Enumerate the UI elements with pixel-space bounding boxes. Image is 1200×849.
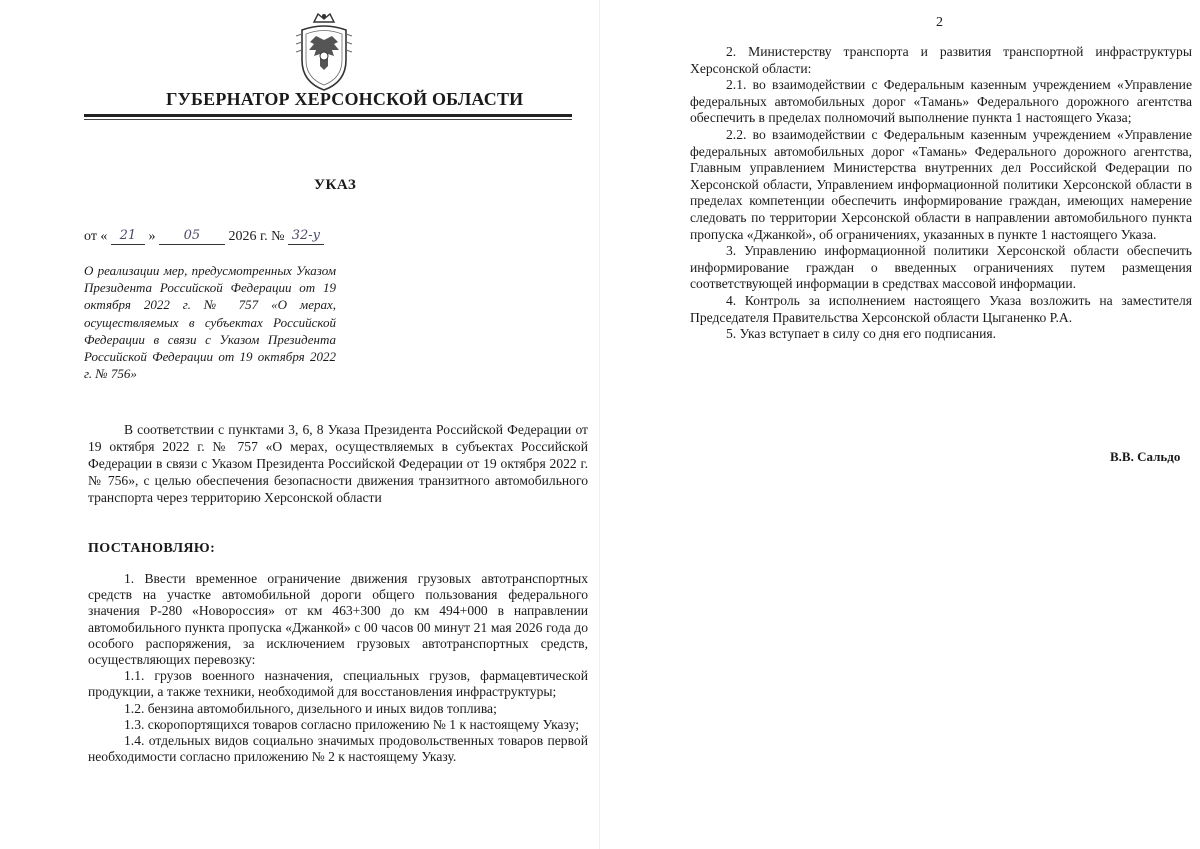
decree-number-handwritten: 32-у [288,228,324,245]
paragraph-4: 4. Контроль за исполнением настоящего Указа возложить на заместителя Председателя Правительства Херсонской области Цыганенко Р.А. [690,292,1192,325]
document-page-2 [600,0,1200,849]
date-year-number-label: 2026 г. № [228,229,285,244]
header-rule-thick [84,114,572,117]
governor-header-title: ГУБЕРНАТОР ХЕРСОНСКОЙ ОБЛАСТИ [166,89,524,109]
paragraph-1: 1. Ввести временное ограничение движения грузовых автотранспортных средств на участке автомобильной дороги общего пользования федерального значения Р-280 «Новороссия» от км 463+300 до км 494+000 в направлении автомобильного пункта пропуска «Джанкой» с 00 часов 00 минут 21 мая 2026 года до особого распоряжения, за исключением грузовых автотранспортных средств, осуществляющих перевозку: [88,571,588,668]
paragraph-3: 3. Управлению информационной политики Херсонской области обеспечить информирование граждан о введенных ограничениях путем размещения соответствующей информации в средствах массовой информации. [690,243,1192,292]
paragraph-2-2: 2.2. во взаимодействии с Федеральным казенным учреждением «Управление федеральных автомобильных дорог «Тамань» Федерального дорожного агентства, Главным управлением Министерства внутренних дел Российской Федерации по Херсонской области, Управлением информационной политики Херсонской области в пределах компетенции обеспечить информирование граждан, имеющих намерение следовать по территории Херсонской области в направлении автомобильного пункта пропуска «Джанкой», об ограничениях, указанных в пункте 1 настоящего Указа. [690,126,1192,242]
decree-body-page-2 [690,44,1192,343]
document-type-title: УКАЗ [314,177,357,193]
date-day-handwritten: 21 [111,228,145,245]
paragraph-1-1: 1.1. грузов военного назначения, специальных грузов, фармацевтической продукции, а также техники, необходимой для восстановления инфраструктуры; [88,668,588,700]
date-number-line [84,228,324,245]
header-rule-thin [84,119,572,120]
resolve-heading: ПОСТАНОВЛЯЮ: [88,541,216,556]
paragraph-2-1: 2.1. во взаимодействии с Федеральным казенным учреждением «Управление федеральных автомобильных дорог «Тамань» Федерального дорожного агентства обеспечить в пределах полномочий выполнение пункта 1 настоящего Указа; [690,77,1192,126]
decree-body-page-1 [88,571,588,765]
decree-subject: О реализации мер, предусмотренных Указом Президента Российской Федерации от 19 октября 2022 г. № 757 «О мерах, осуществляемых в субъектах Российской Федерации в связи с Указом Президента Российской Федерации от 19 октября 2022 г. № 756» [84,263,336,382]
paragraph-1-3: 1.3. скоропортящихся товаров согласно приложению № 1 к настоящему Указу; [124,716,579,732]
date-prefix: от « [84,229,108,244]
signatory-name: В.В. Сальдо [1110,449,1181,464]
preamble-paragraph: В соответствии с пунктами 3, 6, 8 Указа Президента Российской Федерации от 19 октября 2022 г. № 757 «О мерах, осуществляемых в субъектах Российской Федерации в связи с Указом Президента Российской Федерации от 19 октября 2022 г. № 756», с целью обеспечения безопасности движения транзитного автомобильного транспорта через территорию Херсонской области [88,422,588,505]
paragraph-1-2: 1.2. бензина автомобильного, дизельного и иных видов топлива; [124,700,497,716]
date-mid: » [148,229,156,244]
date-month-handwritten: 05 [159,228,225,245]
paragraph-5: 5. Указ вступает в силу со дня его подписания. [726,326,997,342]
paragraph-1-4: 1.4. отдельных видов социально значимых продовольственных товаров первой необходимости согласно приложению № 2 к настоящему Указу. [88,733,588,765]
paragraph-2: 2. Министерству транспорта и развития транспортной инфраструктуры Херсонской области: [690,44,1192,76]
page-number: 2 [936,15,943,30]
coat-of-arms-emblem [292,10,356,92]
